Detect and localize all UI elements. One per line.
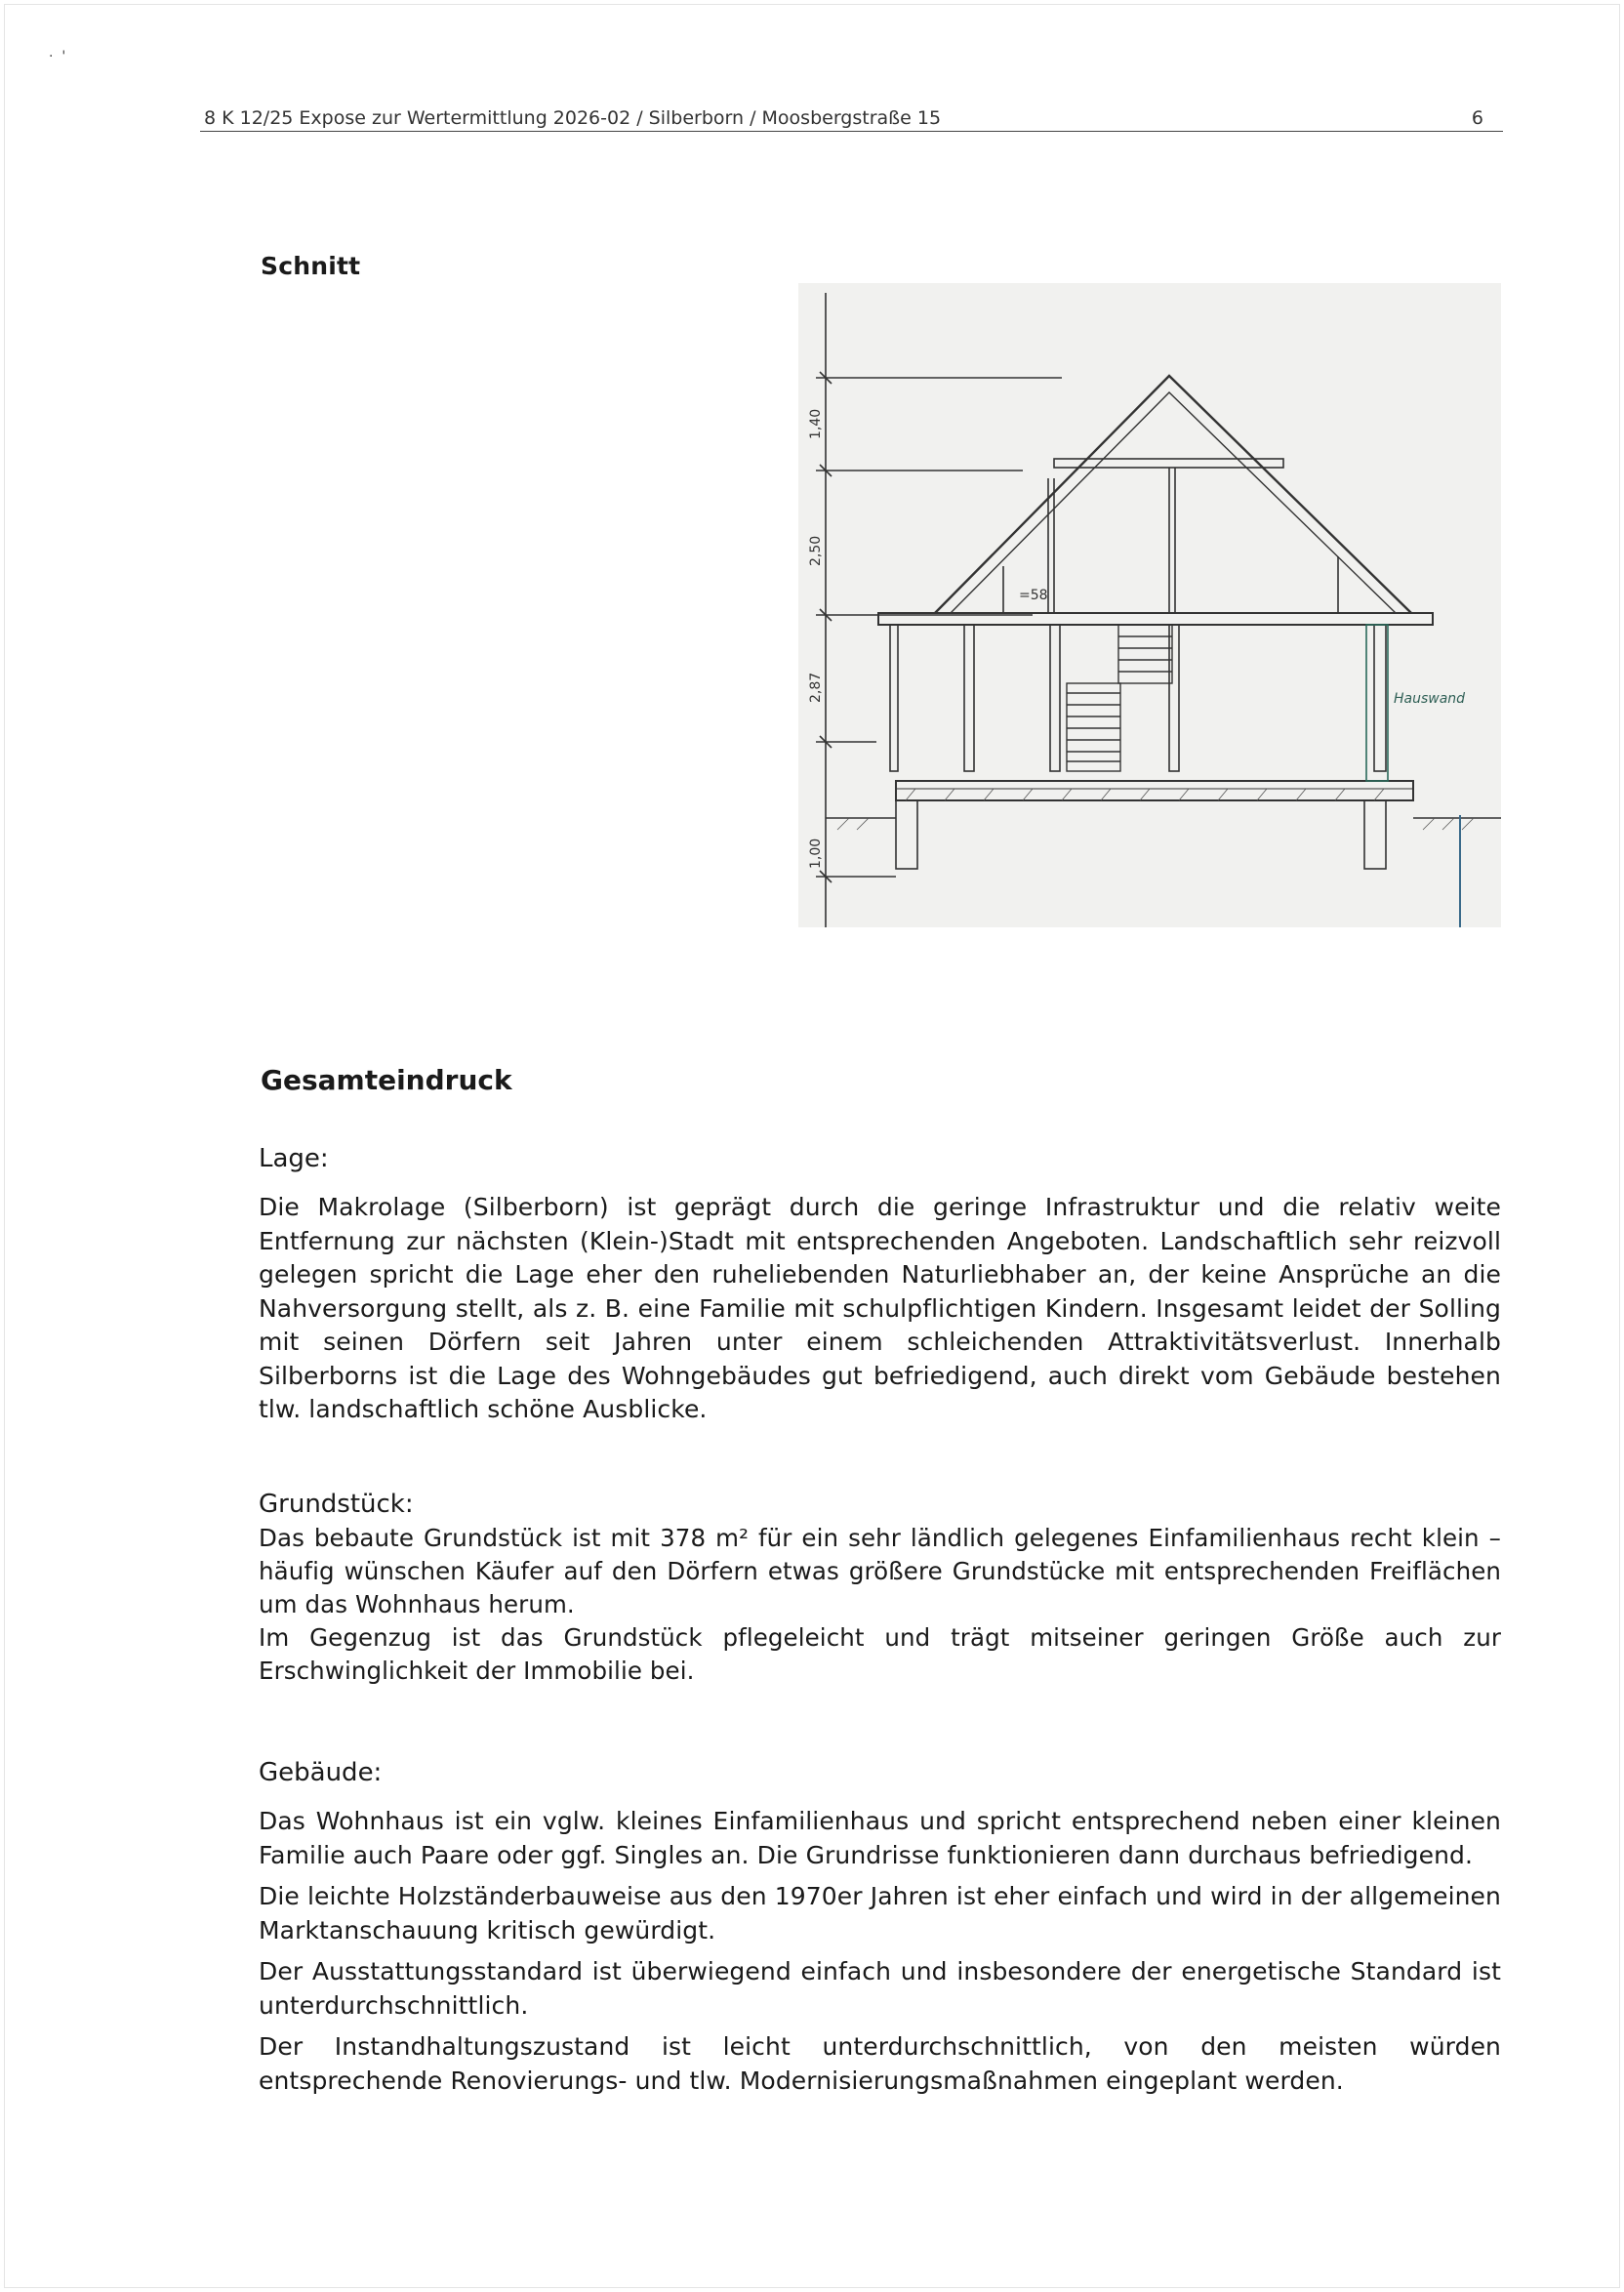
section-heading-schnitt: Schnitt — [261, 252, 361, 280]
cross-section-svg — [798, 283, 1501, 927]
scan-specks: · ' — [49, 49, 66, 64]
section-lage — [259, 1143, 1501, 1427]
section-grundstueck — [259, 1489, 1501, 1688]
lage-label: Lage: — [259, 1144, 329, 1173]
note-left-label: =58 — [1019, 588, 1048, 603]
section-heading-gesamteindruck: Gesamteindruck — [261, 1064, 512, 1096]
page-header — [200, 105, 1503, 132]
cross-section-drawing — [798, 283, 1501, 927]
grundstueck-text-1: Das bebaute Grundstück ist mit 378 m² für ein sehr ländlich gelegenes Einfamilienhaus recht klein – häufig wünschen Käufer auf den Dörfern etwas größere Grundstücke mit entsprechenden Freiflächen um das Wohnhaus herum. — [259, 1524, 1501, 1618]
gebaeude-text-3: Der Ausstattungsstandard ist überwiegend einfach und insbesondere der energetische Standard ist unterdurchschnittlich. — [259, 1957, 1501, 2020]
note-right-label: Hauswand — [1394, 691, 1466, 707]
section-gebaeude — [259, 1757, 1501, 2098]
dim-middle-label: 2,87 — [808, 672, 824, 703]
grundstueck-text-2: Im Gegenzug ist das Grundstück pflegeleicht und trägt mitseiner geringen Größe auch zur Erschwinglichkeit der Immobilie bei. — [259, 1623, 1501, 1685]
lage-text: Die Makrolage (Silberborn) ist geprägt durch die geringe Infrastruktur und die relativ weite Entfernung zur nächsten (Klein-)Stadt mit entsprechenden Angeboten. Landschaftlich sehr reizvoll gelegen spricht die Lage eher den ruheliebenden Naturliebhaber an, der keine Ansprüche an die Nahversorgung stellt, als z. B. eine Familie mit schulpflichtigen Kindern. Insgesamt leidet der Solling mit seinen Dörfern seit Jahren unter einem schleichenden Attraktivitätsverlust. Innerhalb Silberborns ist die Lage des Wohngebäudes gut befriedigend, auch direkt vom Gebäude bestehen tlw. landschaftlich schöne Ausblicke. — [259, 1193, 1501, 1423]
gebaeude-text-4: Der Instandhaltungszustand ist leicht unterdurchschnittlich, von den meisten würden entsprechende Renovierungs- und tlw. Modernisierungsmaßnahmen eingeplant werden. — [259, 2032, 1501, 2095]
gebaeude-text-1: Das Wohnhaus ist ein vglw. kleines Einfamilienhaus und spricht entsprechend neben einer kleinen Familie auch Paare oder ggf. Singles an. Die Grundrisse funktionieren dann durchaus befriedigend. — [259, 1807, 1501, 1869]
dim-bottom-label: 1,00 — [808, 838, 824, 869]
header-title: 8 K 12/25 Expose zur Wertermittlung 2026-02 / Silberborn / Moosbergstraße 15 — [204, 107, 942, 129]
grundstueck-label: Grundstück: — [259, 1490, 414, 1519]
gebaeude-text-2: Die leichte Holzständerbauweise aus den 1970er Jahren ist eher einfach und wird in der allgemeinen Marktanschauung kritisch gewürdigt. — [259, 1882, 1501, 1944]
dim-top-label: 1,40 — [808, 408, 824, 439]
dim-upper-label: 2,50 — [808, 535, 824, 566]
gebaeude-label: Gebäude: — [259, 1758, 383, 1787]
page-number: 6 — [1471, 107, 1483, 129]
